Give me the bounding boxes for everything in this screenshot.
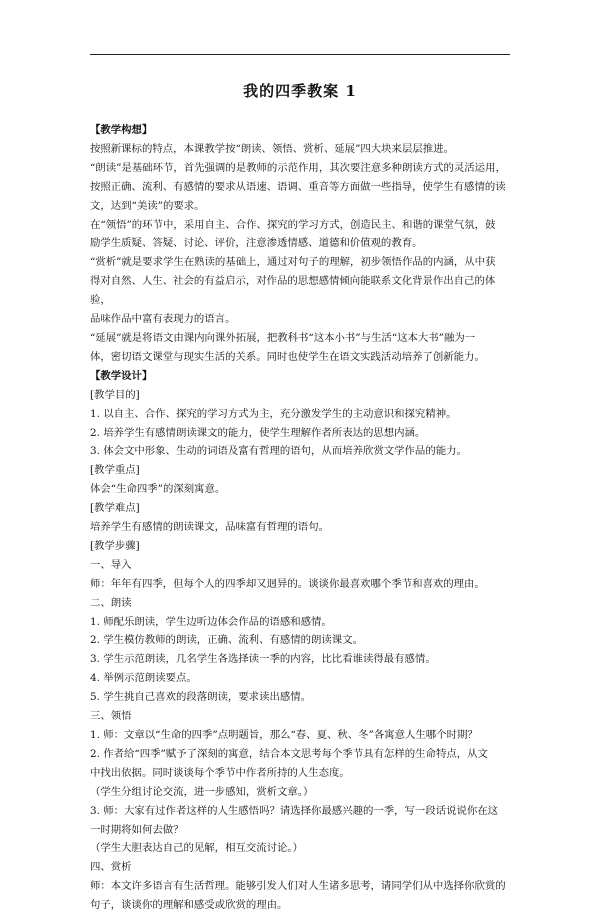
text-line: 师：本文许多语言有生活哲理。能够引发人们对人生诸多思考，请同学们从中选择你欣赏的 — [90, 880, 506, 893]
text-line: 按照新课标的特点，本课教学按“朗读、领悟、赏析、延展”四大块来层层推进。 — [90, 142, 454, 155]
text-line: [教学难点] — [90, 502, 140, 515]
text-line: 三、领悟 — [90, 710, 132, 723]
section-heading: 【教学构想】 — [90, 124, 153, 136]
text-line: 四、赏析 — [90, 861, 132, 874]
text-line: 3. 体会文中形象、生动的词语及富有哲理的语句，从而培养欣赏文学作品的能力。 — [90, 445, 467, 458]
text-line: 5. 学生挑自己喜欢的段落朗读，要求读出感情。 — [90, 691, 312, 704]
text-line: 文，达到“美读”的要求。 — [90, 199, 205, 212]
text-line: 按照正确、流利、有感情的要求从语速、语调、重音等方面做一些指导，使学生有感情的读 — [90, 180, 506, 193]
text-line: [教学步骤] — [90, 539, 140, 552]
text-line: 师：年年有四季，但每个人的四季却又迥异的。谈谈你最喜欢哪个季节和喜欢的理由。 — [90, 577, 485, 590]
text-line: 励学生质疑、答疑、讨论、评价，注意渗透情感、道德和价值观的教育。 — [90, 237, 423, 250]
text-line: 1. 师配乐朗读，学生边听边体会作品的语感和感情。 — [90, 615, 332, 628]
text-line: 一、导入 — [90, 558, 132, 571]
document-title: 我的四季教案 1 — [243, 82, 357, 100]
header-rule — [90, 54, 510, 55]
text-line: 品味作品中富有表现力的语言。 — [90, 313, 236, 326]
text-line: （学生大胆表达自己的见解，相互交流讨论。） — [90, 842, 304, 855]
text-line: 二、朗读 — [90, 596, 132, 609]
text-line: 2. 培养学生有感情朗读课文的能力，使学生理解作者所表达的思想内涵。 — [90, 426, 426, 439]
text-line: 1. 以自主、合作、探究的学习方式为主，充分激发学生的主动意识和探究精神。 — [90, 407, 457, 420]
text-line: 2. 作者给“四季”赋予了深刻的寓意，结合本文思考每个季节具有怎样的生命特点，从文 — [90, 747, 488, 760]
text-line: 体，密切语文课堂与现实生活的关系。同时也使学生在语文实践活动培养了创新能力。 — [90, 350, 485, 363]
section-heading: 【教学设计】 — [90, 369, 153, 382]
text-line: 4. 举例示范朗读要点。 — [90, 672, 197, 685]
text-line: （学生分组讨论交流，进一步感知，赏析文章。） — [90, 785, 314, 798]
text-line: “朗读”是基础环节，首先强调的是教师的示范作用，其次要注意多种朗读方式的灵活运用， — [90, 161, 506, 174]
text-line: “延展”就是将语文由课内向课外拓展，把教科书“这本小书”与生活“这本大书”融为一 — [90, 331, 476, 344]
text-line: 1. 师：文章以“生命的四季”点明题旨，那么“春、夏、秋、冬”各寓意人生哪个时期？ — [90, 729, 478, 741]
text-line: 在“领悟”的环节中，采用自主、合作、探究的学习方式，创造民主、和谐的课堂气氛，鼓 — [90, 218, 496, 231]
text-line: 3. 学生示范朗读，几名学生各选择读一季的内容，比比看谁读得最有感情。 — [90, 653, 436, 666]
text-line: 体会“生命四季”的深刻寓意。 — [90, 483, 226, 496]
text-line: 得对自然、人生、社会的有益启示，对作品的思想感情倾向能联系文化背景作出自己的体验， — [90, 275, 496, 307]
text-line: 中找出依据。同时谈谈每个季节中作者所持的人生态度。 — [90, 766, 350, 779]
text-line: [教学目的] — [90, 388, 140, 401]
text-line: 一时期将如何去做？ — [90, 823, 184, 836]
text-line: [教学重点] — [90, 464, 140, 477]
text-line: 培养学生有感情的朗读课文，品味富有哲理的语句。 — [90, 521, 329, 534]
text-line: “赏析”就是要求学生在熟读的基础上，通过对句子的理解，初步领悟作品的内涵，从中获 — [90, 256, 496, 269]
text-line: 3. 师：大家有过作者这样的人生感悟吗？请选择你最感兴趣的一季，写一段话说说你在这 — [90, 804, 499, 817]
text-line: 句子，谈谈你的理解和感受或欣赏的理由。 — [90, 899, 288, 912]
text-line: 2. 学生模仿教师的朗读，正确、流利、有感情的朗读课文。 — [90, 634, 363, 647]
document-body — [90, 121, 514, 915]
